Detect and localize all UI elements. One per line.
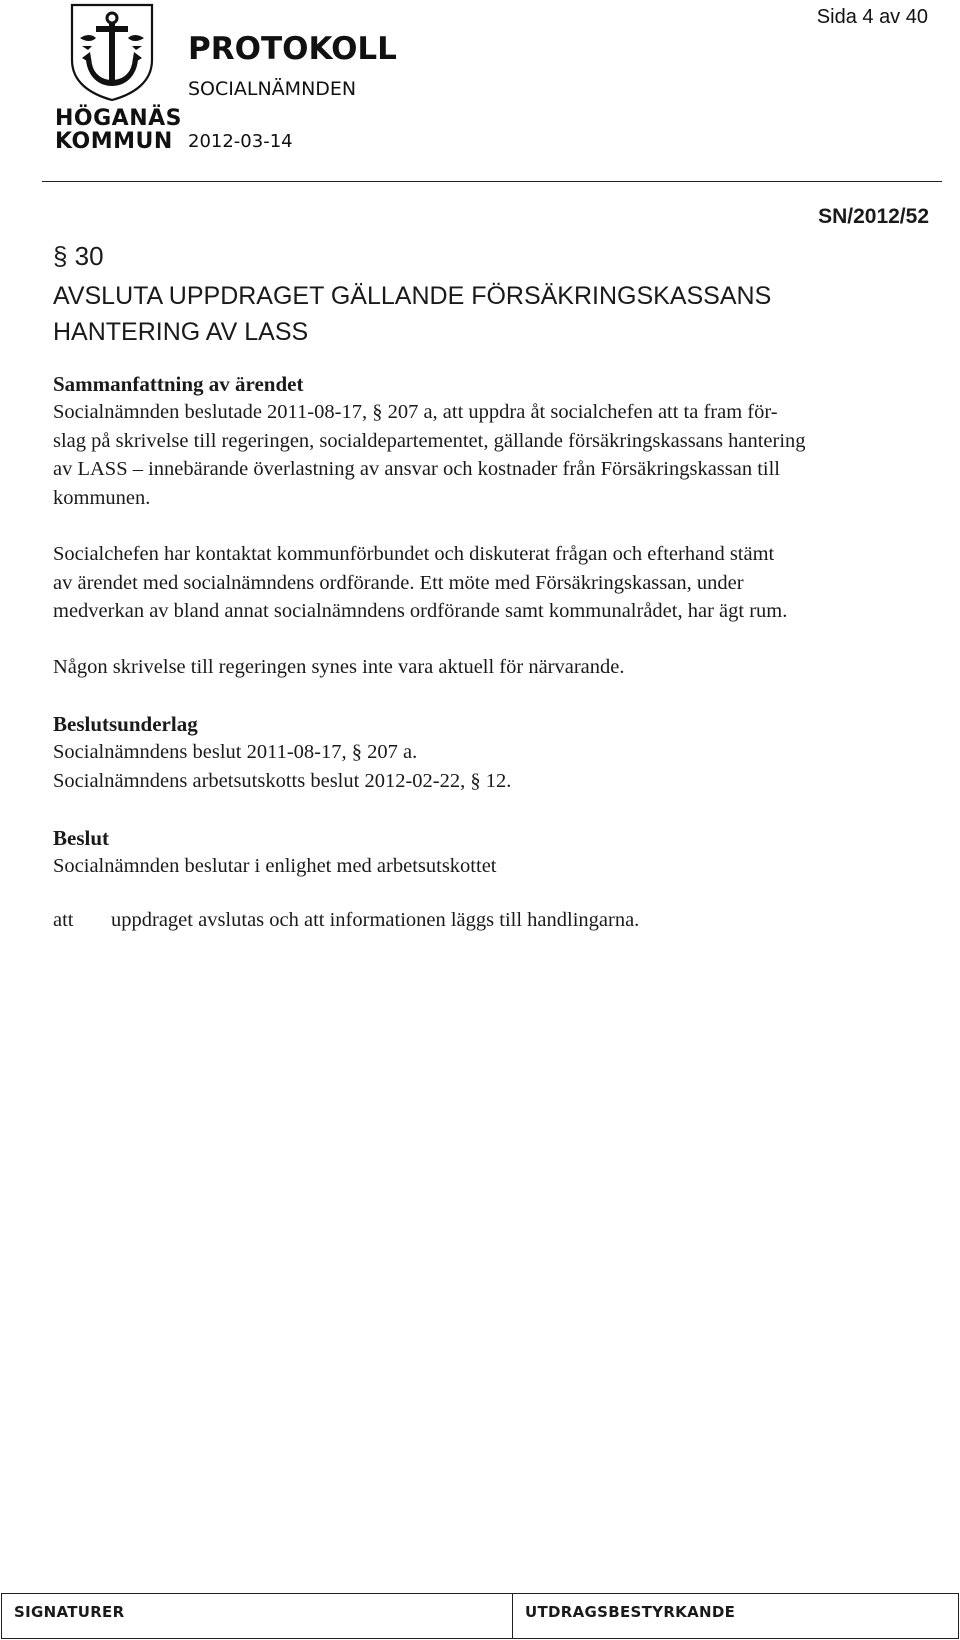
extract-verification-label: UTDRAGSBESTYRKANDE	[525, 1603, 736, 1621]
decision-intro	[53, 852, 933, 881]
page-number: Sida 4 av 40	[816, 6, 928, 28]
text-line: av LASS – innebärande överlastning av ansvar och kostnader från Försäkringskassan till	[53, 458, 780, 480]
basis-list	[53, 738, 933, 795]
signature-footer	[0, 1593, 960, 1640]
summary-paragraph-3	[53, 653, 933, 682]
basis-item: Socialnämndens beslut 2011-08-17, § 207 a.	[53, 741, 418, 763]
text-line: Socialnämnden beslutade 2011-08-17, § 207 a, att uppdra åt socialchefen att ta fram för-	[53, 401, 778, 423]
signatures-label: SIGNATURER	[14, 1603, 125, 1621]
section-title-line: AVSLUTA UPPDRAGET GÄLLANDE FÖRSÄKRINGSKASSANS	[53, 282, 772, 310]
logo-text-kommun: KOMMUN	[55, 129, 173, 154]
text-line: Någon skrivelse till regeringen synes inte vara aktuell för närvarande.	[53, 656, 625, 678]
text-line: Socialchefen har kontaktat kommunförbundet och diskuterat frågan och efterhand stämt	[53, 543, 775, 565]
summary-paragraph-2	[53, 540, 933, 626]
case-number: SN/2012/52	[818, 205, 929, 228]
text-line: medverkan av bland annat socialnämndens ordförande samt kommunalrådet, har ägt rum.	[53, 600, 788, 622]
text-line: slag på skrivelse till regeringen, socialdepartementet, gällande försäkringskassans hantering	[53, 429, 806, 452]
header-divider	[42, 181, 942, 182]
coat-of-arms-icon	[66, 2, 158, 102]
text-line: Socialnämnden beslutar i enlighet med arbetsutskottet	[53, 855, 497, 877]
meeting-date: 2012-03-14	[188, 131, 293, 152]
text-line: kommunen.	[53, 486, 151, 509]
basis-heading: Beslutsunderlag	[53, 712, 198, 736]
summary-heading: Sammanfattning av ärendet	[53, 372, 304, 396]
section-title	[53, 278, 913, 350]
decision-heading: Beslut	[53, 826, 110, 850]
signatures-box	[1, 1593, 513, 1639]
basis-item: Socialnämndens arbetsutskotts beslut 2012-02-22, § 12.	[53, 769, 512, 792]
committee-name: SOCIALNÄMNDEN	[188, 78, 357, 100]
text-line: av ärendet med socialnämndens ordförande. Ett möte med Försäkringskassan, under	[53, 571, 744, 594]
summary-paragraph-1	[53, 398, 933, 512]
logo-text-hoganas: HÖGANÄS	[55, 106, 182, 131]
decision-text: uppdraget avslutas och att informationen läggs till handlingarna.	[111, 909, 640, 931]
section-title-line: HANTERING AV LASS	[53, 318, 309, 346]
decision-att-label: att	[53, 909, 74, 931]
document-title: PROTOKOLL	[188, 31, 397, 67]
extract-verification-box	[512, 1593, 959, 1639]
paragraph-number: § 30	[53, 241, 104, 271]
